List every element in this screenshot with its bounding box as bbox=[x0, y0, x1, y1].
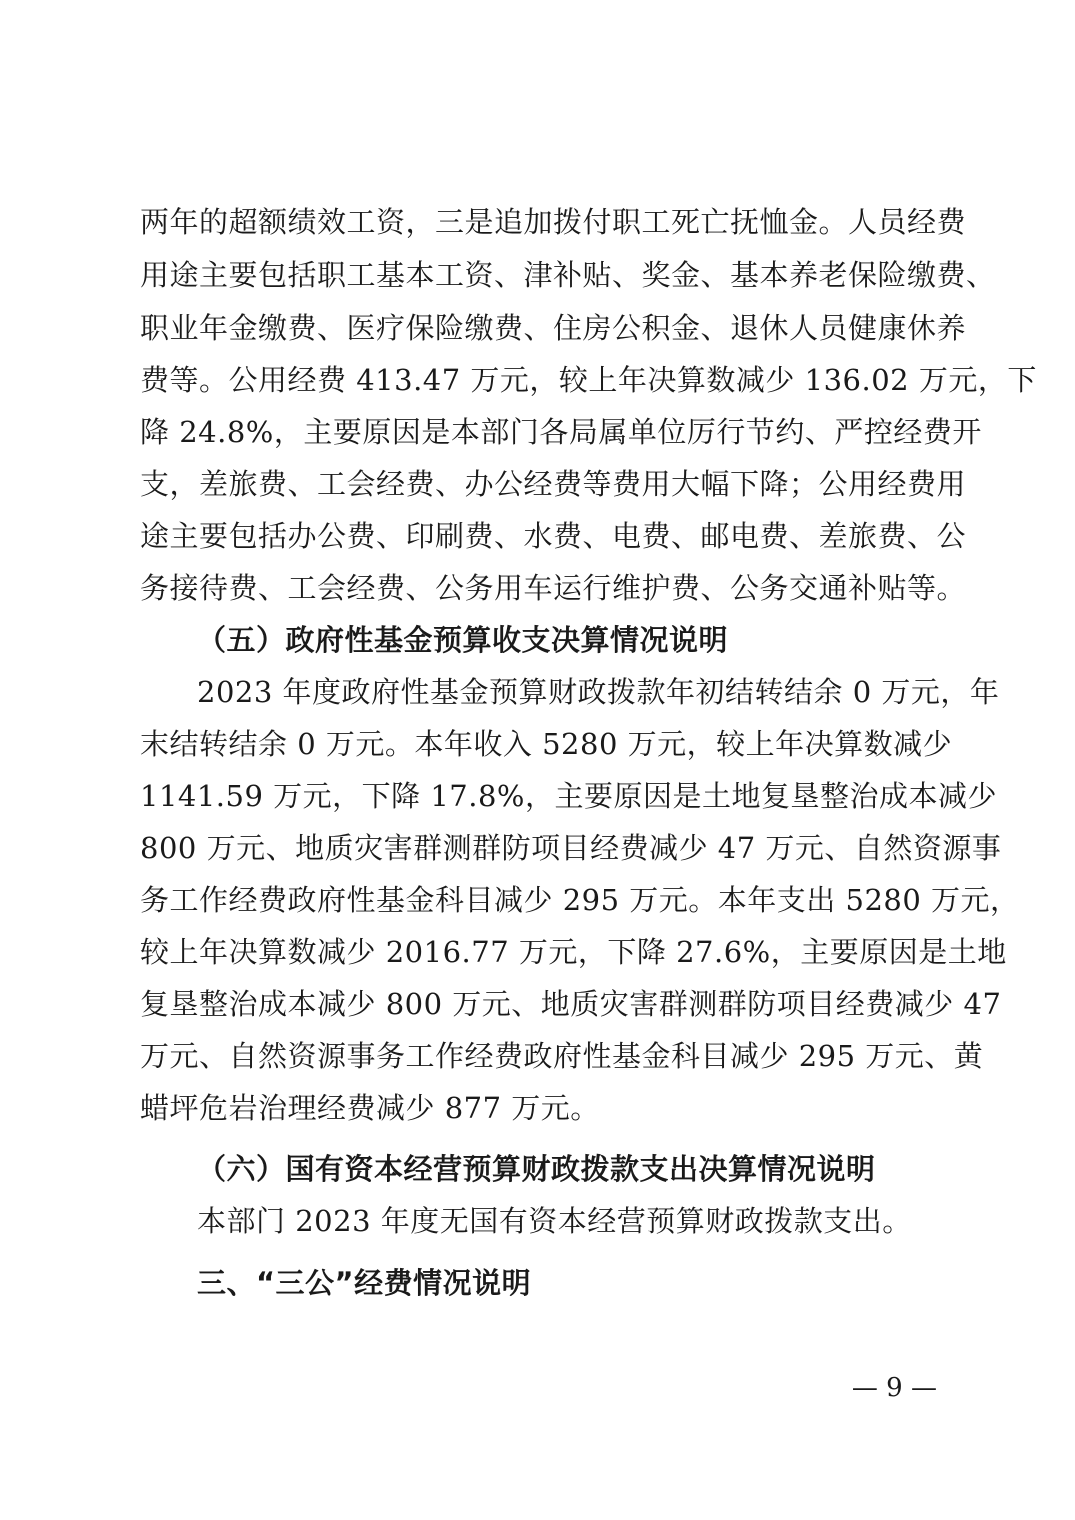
paragraph-line: 2023 年度政府性基金预算财政拨款年初结转结余 0 万元，年 bbox=[197, 675, 1000, 709]
paragraph-line: 费等。公用经费 413.47 万元，较上年决算数减少 136.02 万元，下 bbox=[140, 363, 1037, 397]
paragraph-line: 蜡坪危岩治理经费减少 877 万元。 bbox=[140, 1091, 600, 1125]
paragraph-line: 800 万元、地质灾害群测群防项目经费减少 47 万元、自然资源事 bbox=[140, 831, 1002, 865]
paragraph-line: 较上年决算数减少 2016.77 万元，下降 27.6%，主要原因是土地 bbox=[140, 935, 1007, 969]
section-heading-5: （五）政府性基金预算收支决算情况说明 bbox=[197, 623, 729, 657]
paragraph-line: 两年的超额绩效工资，三是追加拨付职工死亡抚恤金。人员经费 bbox=[140, 205, 967, 239]
paragraph-line: 末结转结余 0 万元。本年收入 5280 万元，较上年决算数减少 bbox=[140, 727, 953, 761]
page-number: — 9 — bbox=[851, 1373, 937, 1403]
paragraph-line: 1141.59 万元，下降 17.8%，主要原因是土地复垦整治成本减少 bbox=[140, 779, 997, 813]
paragraph-line: 降 24.8%，主要原因是本部门各局属单位厉行节约、严控经费开 bbox=[140, 415, 982, 449]
paragraph-line: 万元、自然资源事务工作经费政府性基金科目减少 295 万元、黄 bbox=[140, 1039, 984, 1073]
section-heading-6: （六）国有资本经营预算财政拨款支出决算情况说明 bbox=[197, 1152, 876, 1186]
paragraph-line: 本部门 2023 年度无国有资本经营预算财政拨款支出。 bbox=[197, 1204, 912, 1238]
paragraph-line: 复垦整治成本减少 800 万元、地质灾害群测群防项目经费减少 47 bbox=[140, 987, 1002, 1021]
paragraph-line: 用途主要包括职工基本工资、津补贴、奖金、基本养老保险缴费、 bbox=[140, 258, 996, 292]
section-heading-3: 三、“三公”经费情况说明 bbox=[197, 1266, 532, 1300]
paragraph-line: 务接待费、工会经费、公务用车运行维护费、公务交通补贴等。 bbox=[140, 571, 967, 605]
paragraph-line: 务工作经费政府性基金科目减少 295 万元。本年支出 5280 万元， bbox=[140, 883, 1020, 917]
paragraph-line: 支，差旅费、工会经费、办公经费等费用大幅下降；公用经费用 bbox=[140, 467, 967, 501]
paragraph-line: 职业年金缴费、医疗保险缴费、住房公积金、退休人员健康休养 bbox=[140, 311, 967, 345]
paragraph-line: 途主要包括办公费、印刷费、水费、电费、邮电费、差旅费、公 bbox=[140, 519, 967, 553]
